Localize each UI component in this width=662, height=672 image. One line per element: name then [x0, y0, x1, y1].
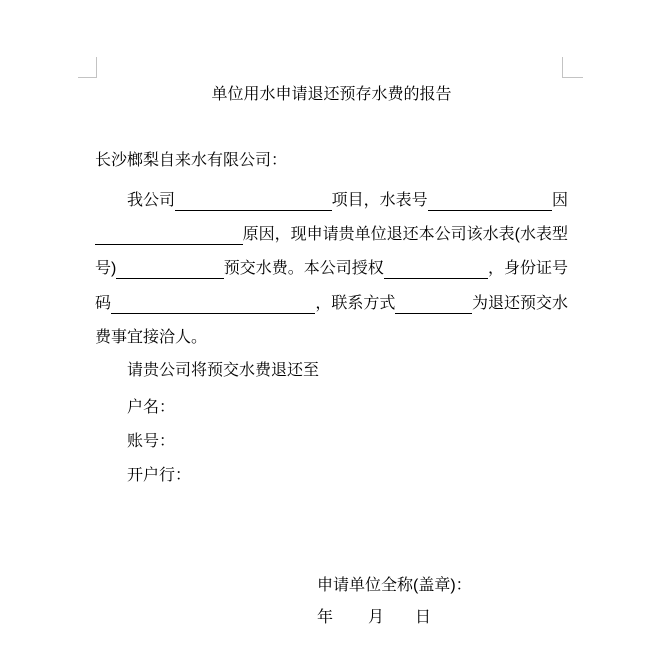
line-text: 码 [95, 295, 112, 312]
line-text: ，联系方式 [315, 295, 396, 312]
account-number-field-label: 账号： [127, 433, 176, 450]
fill-in-blank [384, 259, 488, 279]
fill-in-blank [95, 225, 243, 245]
date-day-label: 日 [415, 609, 432, 626]
bank-branch-field-label: 开户行： [127, 467, 192, 484]
date-month-label: 月 [368, 609, 385, 626]
margin-crop-mark-top-left-horizontal [78, 77, 97, 78]
form-line [95, 294, 568, 314]
line-text: 为退还预交水 [471, 295, 568, 312]
line-text: 号) [95, 260, 117, 277]
margin-crop-mark-top-left-vertical [96, 57, 97, 78]
form-line [95, 259, 568, 279]
line-text: 我公司 [127, 192, 176, 209]
fill-in-blank [175, 191, 332, 211]
line-text: ，身份证号 [487, 260, 568, 277]
line-text: 预交水费。本公司授权 [223, 260, 384, 277]
first-line-indent [95, 191, 127, 211]
date-year-label: 年 [317, 609, 334, 626]
form-line [95, 225, 568, 245]
line-text: 项目，水表号 [331, 192, 428, 209]
line-text: 因 [551, 192, 568, 209]
form-line [95, 328, 568, 348]
salutation-line: 长沙榔梨自来水有限公司： [95, 152, 288, 169]
form-line [95, 191, 568, 211]
fill-in-blank [428, 191, 552, 211]
request-line: 请贵公司将预交水费退还至 [127, 362, 320, 379]
margin-crop-mark-top-right-horizontal [563, 77, 583, 78]
line-text: 原因，现申请贵单位退还本公司该水表(水表型 [242, 226, 568, 243]
account-name-field-label: 户名： [127, 399, 176, 416]
fill-in-blank [111, 294, 315, 314]
line-text: 费事宜接洽人。 [95, 329, 208, 346]
document-title: 单位用水申请退还预存水费的报告 [211, 86, 452, 103]
applicant-unit-seal-label: 申请单位全称(盖章)： [317, 577, 472, 594]
fill-in-blank [116, 259, 223, 279]
margin-crop-mark-top-right-vertical [562, 57, 563, 78]
fill-in-blank [395, 294, 472, 314]
